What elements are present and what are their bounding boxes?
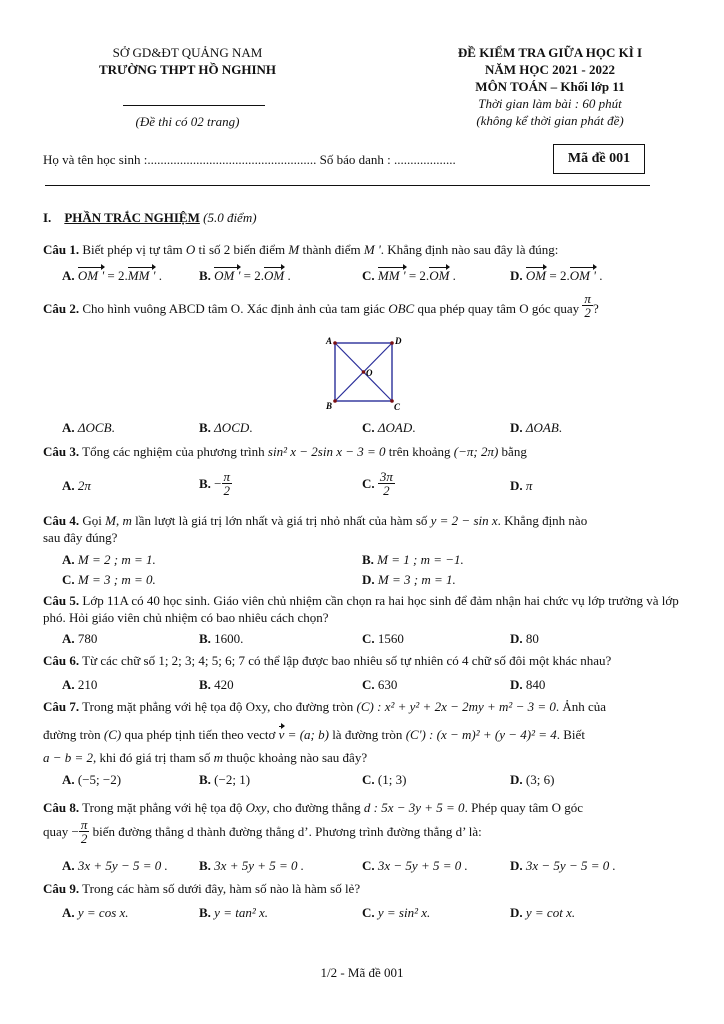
fraction [79,818,90,845]
question-text: trên khoảng [388,444,451,459]
question-label: Câu 5. [43,593,80,608]
question-text: Trong các hàm số dưới đây, hàm số nào là hàm số lẻ? [82,881,361,896]
duration-note: (không kể thời gian phát đề) [476,113,624,128]
option-label: A. [62,631,75,646]
option-value: 3x − 5y − 5 = 0 . [525,858,616,873]
circle-equation: (C) : x² + y² + 2x − 2my + m² − 3 = 0 [356,699,556,714]
option-label: B. [199,476,211,491]
section-points: (5.0 điểm) [203,210,257,225]
q9-option-b[interactable] [199,904,268,921]
option-label: A. [62,772,75,787]
option-label: C. [362,420,375,435]
math: = 2. [107,268,128,283]
q5-option-c[interactable] [362,630,404,647]
option-label: B. [199,631,211,646]
question-text: Gọi [82,513,102,528]
option-label: D. [510,858,523,873]
option-value: (3; 6) [525,772,555,787]
question-label: Câu 3. [43,444,80,459]
vector: v [278,727,285,742]
q8-option-b[interactable] [199,857,304,874]
option-value: ΔOAB [525,420,559,435]
vector: OM [525,268,547,283]
option-label: A. [62,858,75,873]
denominator: 2 [80,831,88,846]
option-value: π [525,478,533,493]
fraction [378,470,395,497]
option-label: C. [362,905,375,920]
point-a [333,341,337,345]
q6-option-d[interactable] [510,676,545,693]
q7-option-a[interactable] [62,771,121,788]
denominator: 2 [383,483,390,498]
school-department: SỞ GD&ĐT QUẢNG NAM [112,45,263,60]
math-var: M ' [363,242,381,257]
option-value: M = 3 ; m = 0. [77,572,156,587]
option-value: y = cos x. [77,905,129,920]
option-label: B. [199,772,211,787]
question-text: , cho đường thẳng [266,800,361,815]
condition: a − b = 2 [43,750,94,765]
question-text: . Ảnh của [555,699,607,714]
q5-option-a[interactable] [62,630,97,647]
option-label: A. [62,420,75,435]
option-label: D. [510,905,523,920]
question-text: Biết phép vị tự tâm [82,242,183,257]
q7-option-b[interactable] [199,771,250,788]
vector-value: = (a; b) [287,727,329,742]
option-label: D. [510,677,523,692]
function: y = 2 − sin x [430,513,498,528]
q1-option-d[interactable]: D. OM = 2.OM ' . [510,268,603,283]
question-label: Câu 8. [43,800,80,815]
math-var: Oxy [245,800,267,815]
subject-grade: MÔN TOÁN – Khối lớp 11 [475,79,625,94]
option-label: A. [62,478,75,493]
math-var: m [213,750,224,765]
question-6 [43,652,683,669]
q1-option-c[interactable]: C. MM ' = 2.OM . [362,268,456,283]
point-o [362,370,366,374]
option-label: D. [510,772,523,787]
option-value: 2π [77,478,91,493]
vector: MM ' [377,268,406,283]
interval: (−π; 2π) [453,444,499,459]
option-value: 3x + 5y − 5 = 0 . [77,858,168,873]
question-text: . Khẳng định nào [497,513,588,528]
option-value: 80 [525,631,539,646]
question-text: qua phép tịnh tiến theo vectơ [124,727,276,742]
option-value: M = 2 ; m = 1. [77,552,156,567]
question-text: . Khẳng định nào sau đây là đúng: [380,242,559,257]
question-text: là đường tròn [332,727,403,742]
question-text: thành điểm [302,242,361,257]
question-text: thuộc khoảng nào sau đây? [226,750,368,765]
math-var: m [122,513,132,528]
q7-option-c[interactable] [362,771,406,788]
question-text: lần lượt là giá trị lớn nhất và giá trị nhỏ nhất của hàm số [135,513,428,528]
label-d: D [395,336,402,346]
math-var: O [185,242,196,257]
header-rule [45,185,650,186]
exam-title: ĐỀ KIỂM TRA GIỮA HỌC KÌ I [457,45,643,60]
q2-option-a[interactable] [62,419,115,436]
option-label: D. [510,631,523,646]
q6-option-a[interactable] [62,676,97,693]
option-value: ΔOCD [214,420,250,435]
question-text: tỉ số 2 biến điểm [198,242,286,257]
q1-option-a[interactable]: A. OM ' = 2.MM ' . [62,268,162,283]
math: = 2. [549,268,570,283]
option-label: D. [510,478,523,493]
school-name: TRƯỜNG THPT HỒ NGHINH [98,62,277,77]
question-text: Cho hình vuông ABCD tâm O. Xác định ảnh của tam giác [82,301,385,316]
option-value: ΔOAD [377,420,413,435]
option-value: 1560 [377,631,404,646]
vector: OM [264,268,285,283]
question-text: bằng [501,444,527,459]
numerator: π [80,817,88,832]
option-value: 210 [77,677,98,692]
option-label: C. [62,572,75,587]
question-text: quay [43,824,69,839]
question-text: Lớp 11A có 40 học sinh. Giáo viên chủ nhiệm cần chọn ra hai học sinh để đảm nhận hai chức vụ lớp trưởng và lớp phó. Hỏi giáo viên chủ nhiệm có bao nhiêu cách chọn? [43,593,679,625]
question-label: Câu 4. [43,513,80,528]
option-value: (−2; 1) [214,772,251,787]
option-label: B. [199,905,211,920]
question-text: ? [592,301,599,316]
option-label: C. [362,677,375,692]
option-label: C. [362,631,375,646]
q8-option-a[interactable] [62,857,168,874]
digit-list: 1; 2; 3; 4; 5; 6; 7 [158,653,245,668]
q6-option-c[interactable] [362,676,397,693]
fraction [222,470,233,497]
option-label: D. [362,572,375,587]
denominator: 2 [584,304,591,320]
option-label: C. [362,772,375,787]
option-value: 420 [214,677,234,692]
q5-option-b[interactable] [199,630,243,647]
vector: OM ' [214,268,241,283]
question-3 [43,443,683,460]
question-text: đường tròn [43,727,101,742]
vector: OM ' [77,268,105,283]
page-count-note: (Đề thi có 02 trang) [135,114,240,129]
student-info-line: Họ và tên học sinh :.................................................... Số báo danh : ................... [43,152,456,167]
label-c: C [394,402,401,412]
option-label: C. [362,858,375,873]
question-text: . Phép quay tâm O góc [464,800,583,815]
question-7-line2 [43,726,683,743]
math: = 2. [243,268,265,283]
option-value: ΔOCB [77,420,112,435]
minus-sign: − [214,476,222,491]
section-heading [43,210,257,226]
question-text: Tổng các nghiệm của phương trình [82,444,265,459]
q2-option-b[interactable] [199,419,253,436]
question-5 [43,592,683,626]
question-4 [43,512,683,529]
option-label: C. [362,476,375,491]
q5-option-d[interactable] [510,630,539,647]
header-divider [123,105,265,106]
option-label: C. [362,268,375,283]
option-label: B. [199,677,211,692]
question-text: Trong mặt phẳng với hệ tọa độ Oxy, cho đường tròn [82,699,354,714]
punct: . [558,420,563,435]
option-value: y = sin² x. [377,905,431,920]
vector: OM ' [569,268,596,283]
option-value: 780 [77,631,98,646]
point-d [390,341,394,345]
numerator: π [584,290,591,306]
math-var: OBC [388,301,415,316]
numerator: π [223,469,231,484]
q6-option-b[interactable] [199,676,234,693]
question-text: Từ các chữ số [82,653,156,668]
line-equation: d : 5x − 3y + 5 = 0 [363,800,465,815]
q9-option-c[interactable] [362,904,430,921]
question-text: có thể lập được bao nhiêu số tự nhiên có 4 chữ số đôi một khác nhau? [248,653,612,668]
option-label: B. [199,420,211,435]
punct: . [111,420,115,435]
math: = 2. [408,268,430,283]
question-text: Trong mặt phẳng với hệ tọa độ [82,800,243,815]
minus-sign: − [71,824,79,839]
question-label: Câu 2. [43,301,80,316]
q3-option-b[interactable] [199,470,232,497]
q7-option-d[interactable] [510,771,554,788]
option-value: M = 3 ; m = 1. [377,572,456,587]
option-value: y = cot x. [525,905,576,920]
option-label: A. [62,677,75,692]
numerator: 3π [379,469,393,484]
denominator: 2 [223,483,231,498]
vector: MM ' [127,268,156,283]
q3-option-c[interactable] [362,470,395,497]
page-footer: 1/2 - Mã đề 001 [320,965,404,980]
label-a: A [326,336,333,346]
option-label: A. [62,552,75,567]
question-7 [43,698,683,715]
section-title: PHẦN TRẮC NGHIỆM [64,210,200,225]
question-label: Câu 9. [43,881,80,896]
option-value: (−5; −2) [77,772,122,787]
option-label: B. [199,268,211,283]
math-var: (C) [103,727,122,742]
question-8 [43,799,683,816]
vector: OM [429,268,450,283]
question-4-line2: sau đây đúng? [43,530,118,545]
option-value: 840 [525,677,546,692]
section-number: I. [43,210,52,225]
question-text: qua phép quay tâm O góc quay [417,301,580,316]
question-text: . Biết [556,727,585,742]
question-text: biến đường thẳng d thành đường thẳng d’. Phương trình đường thẳng d’ là: [92,824,482,839]
q1-option-b[interactable]: B. OM ' = 2.OM . [199,268,291,283]
question-7-line3 [43,749,683,766]
punct: . [412,420,416,435]
exam-duration: Thời gian làm bài : 60 phút [478,96,622,111]
math-var: M [105,513,116,528]
question-8-line2 [43,818,683,845]
square-figure [322,332,402,412]
equation: sin² x − 2sin x − 3 = 0 [267,444,386,459]
option-label: D. [510,420,523,435]
math-var: M [288,242,300,257]
option-label: A. [62,905,75,920]
option-label: A. [62,268,75,283]
option-value: 3x − 5y + 5 = 0 . [377,858,468,873]
option-value: 1600. [214,631,244,646]
label-b: B [326,401,333,411]
q9-option-d[interactable] [510,904,575,921]
point-b [333,399,337,403]
option-value: 3x + 5y + 5 = 0 . [214,858,305,873]
q4-option-b[interactable] [362,551,464,568]
option-value: y = tan² x. [214,905,268,920]
q3-option-a[interactable] [62,477,91,494]
circle-equation: (C') : (x − m)² + (y − 4)² = 4 [405,727,557,742]
punct: . [249,420,253,435]
exam-code-box: Mã đề 001 [553,144,645,174]
q9-option-a[interactable] [62,904,129,921]
question-text: , khi đó giá trị tham số [93,750,211,765]
q4-option-d[interactable] [362,571,456,588]
q2-option-c[interactable] [362,419,416,436]
question-label: Câu 6. [43,653,80,668]
question-1 [43,241,683,258]
question-label: Câu 1. [43,242,80,257]
option-label: B. [362,552,374,567]
q8-option-d[interactable] [510,857,616,874]
option-value: M = 1 ; m = −1. [377,552,464,567]
q2-option-d[interactable] [510,419,562,436]
punct: , [115,513,120,528]
option-label: D. [510,268,523,283]
school-year: NĂM HỌC 2021 - 2022 [485,62,615,77]
question-label: Câu 7. [43,699,80,714]
q4-option-a[interactable] [62,551,156,568]
label-o: O [366,368,373,378]
question-9 [43,880,683,897]
option-value: (1; 3) [377,772,407,787]
option-label: B. [199,858,211,873]
q3-option-d[interactable] [510,477,532,494]
q4-option-c[interactable] [62,571,156,588]
q8-option-c[interactable] [362,857,468,874]
fraction [582,292,593,319]
option-value: 630 [377,677,398,692]
question-2 [43,290,683,320]
